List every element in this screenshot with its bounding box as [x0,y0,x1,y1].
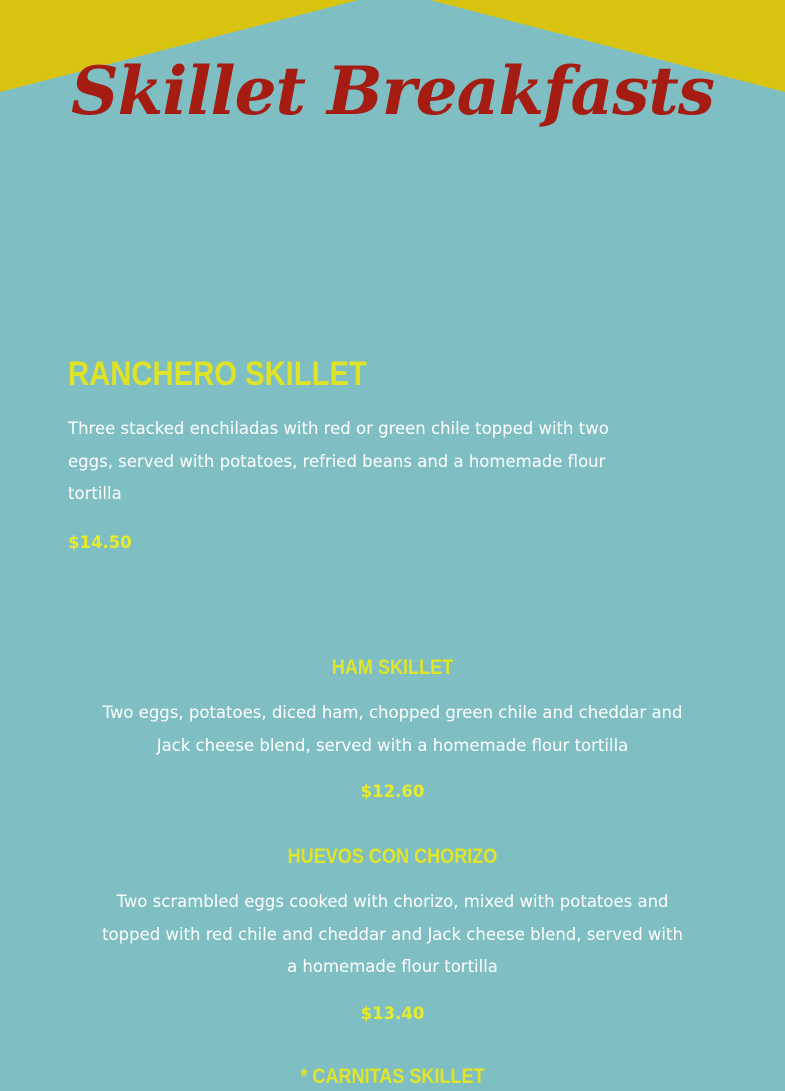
menu-item-name: HUEVOS CON CHORIZO [287,845,498,868]
menu-item-name: RANCHERO SKILLET [68,355,367,393]
menu-item-price: $14.50 [68,532,132,552]
menu-item-description: Two scrambled eggs cooked with chorizo, mixed with potatoes and topped with red chile and cheddar and Jack cheese blend, served with a homemade flour tortilla [102,892,683,976]
menu-item-name: HAM SKILLET [331,656,454,679]
menu-item-price: $12.60 [360,782,425,801]
menu-item-description: Two eggs, potatoes, diced ham, chopped green chile and cheddar and Jack cheese blend, served with a homemade flour tortilla [102,703,683,755]
menu-item-name: * CARNITAS SKILLET [300,1065,485,1088]
menu-item-ranchero-skillet [68,352,648,554]
menu-item-carnitas-skillet [100,1063,685,1091]
page-title: Skillet Breakfasts [70,52,715,130]
menu-item-ham-skillet [100,654,685,803]
menu-item-description: Three stacked enchiladas with red or green chile topped with two eggs, served with potatoes, refried beans and a homemade flour tortilla [68,419,609,503]
menu-item-huevos-con-chorizo [100,843,685,1025]
menu-item-price: $13.40 [360,1003,425,1023]
